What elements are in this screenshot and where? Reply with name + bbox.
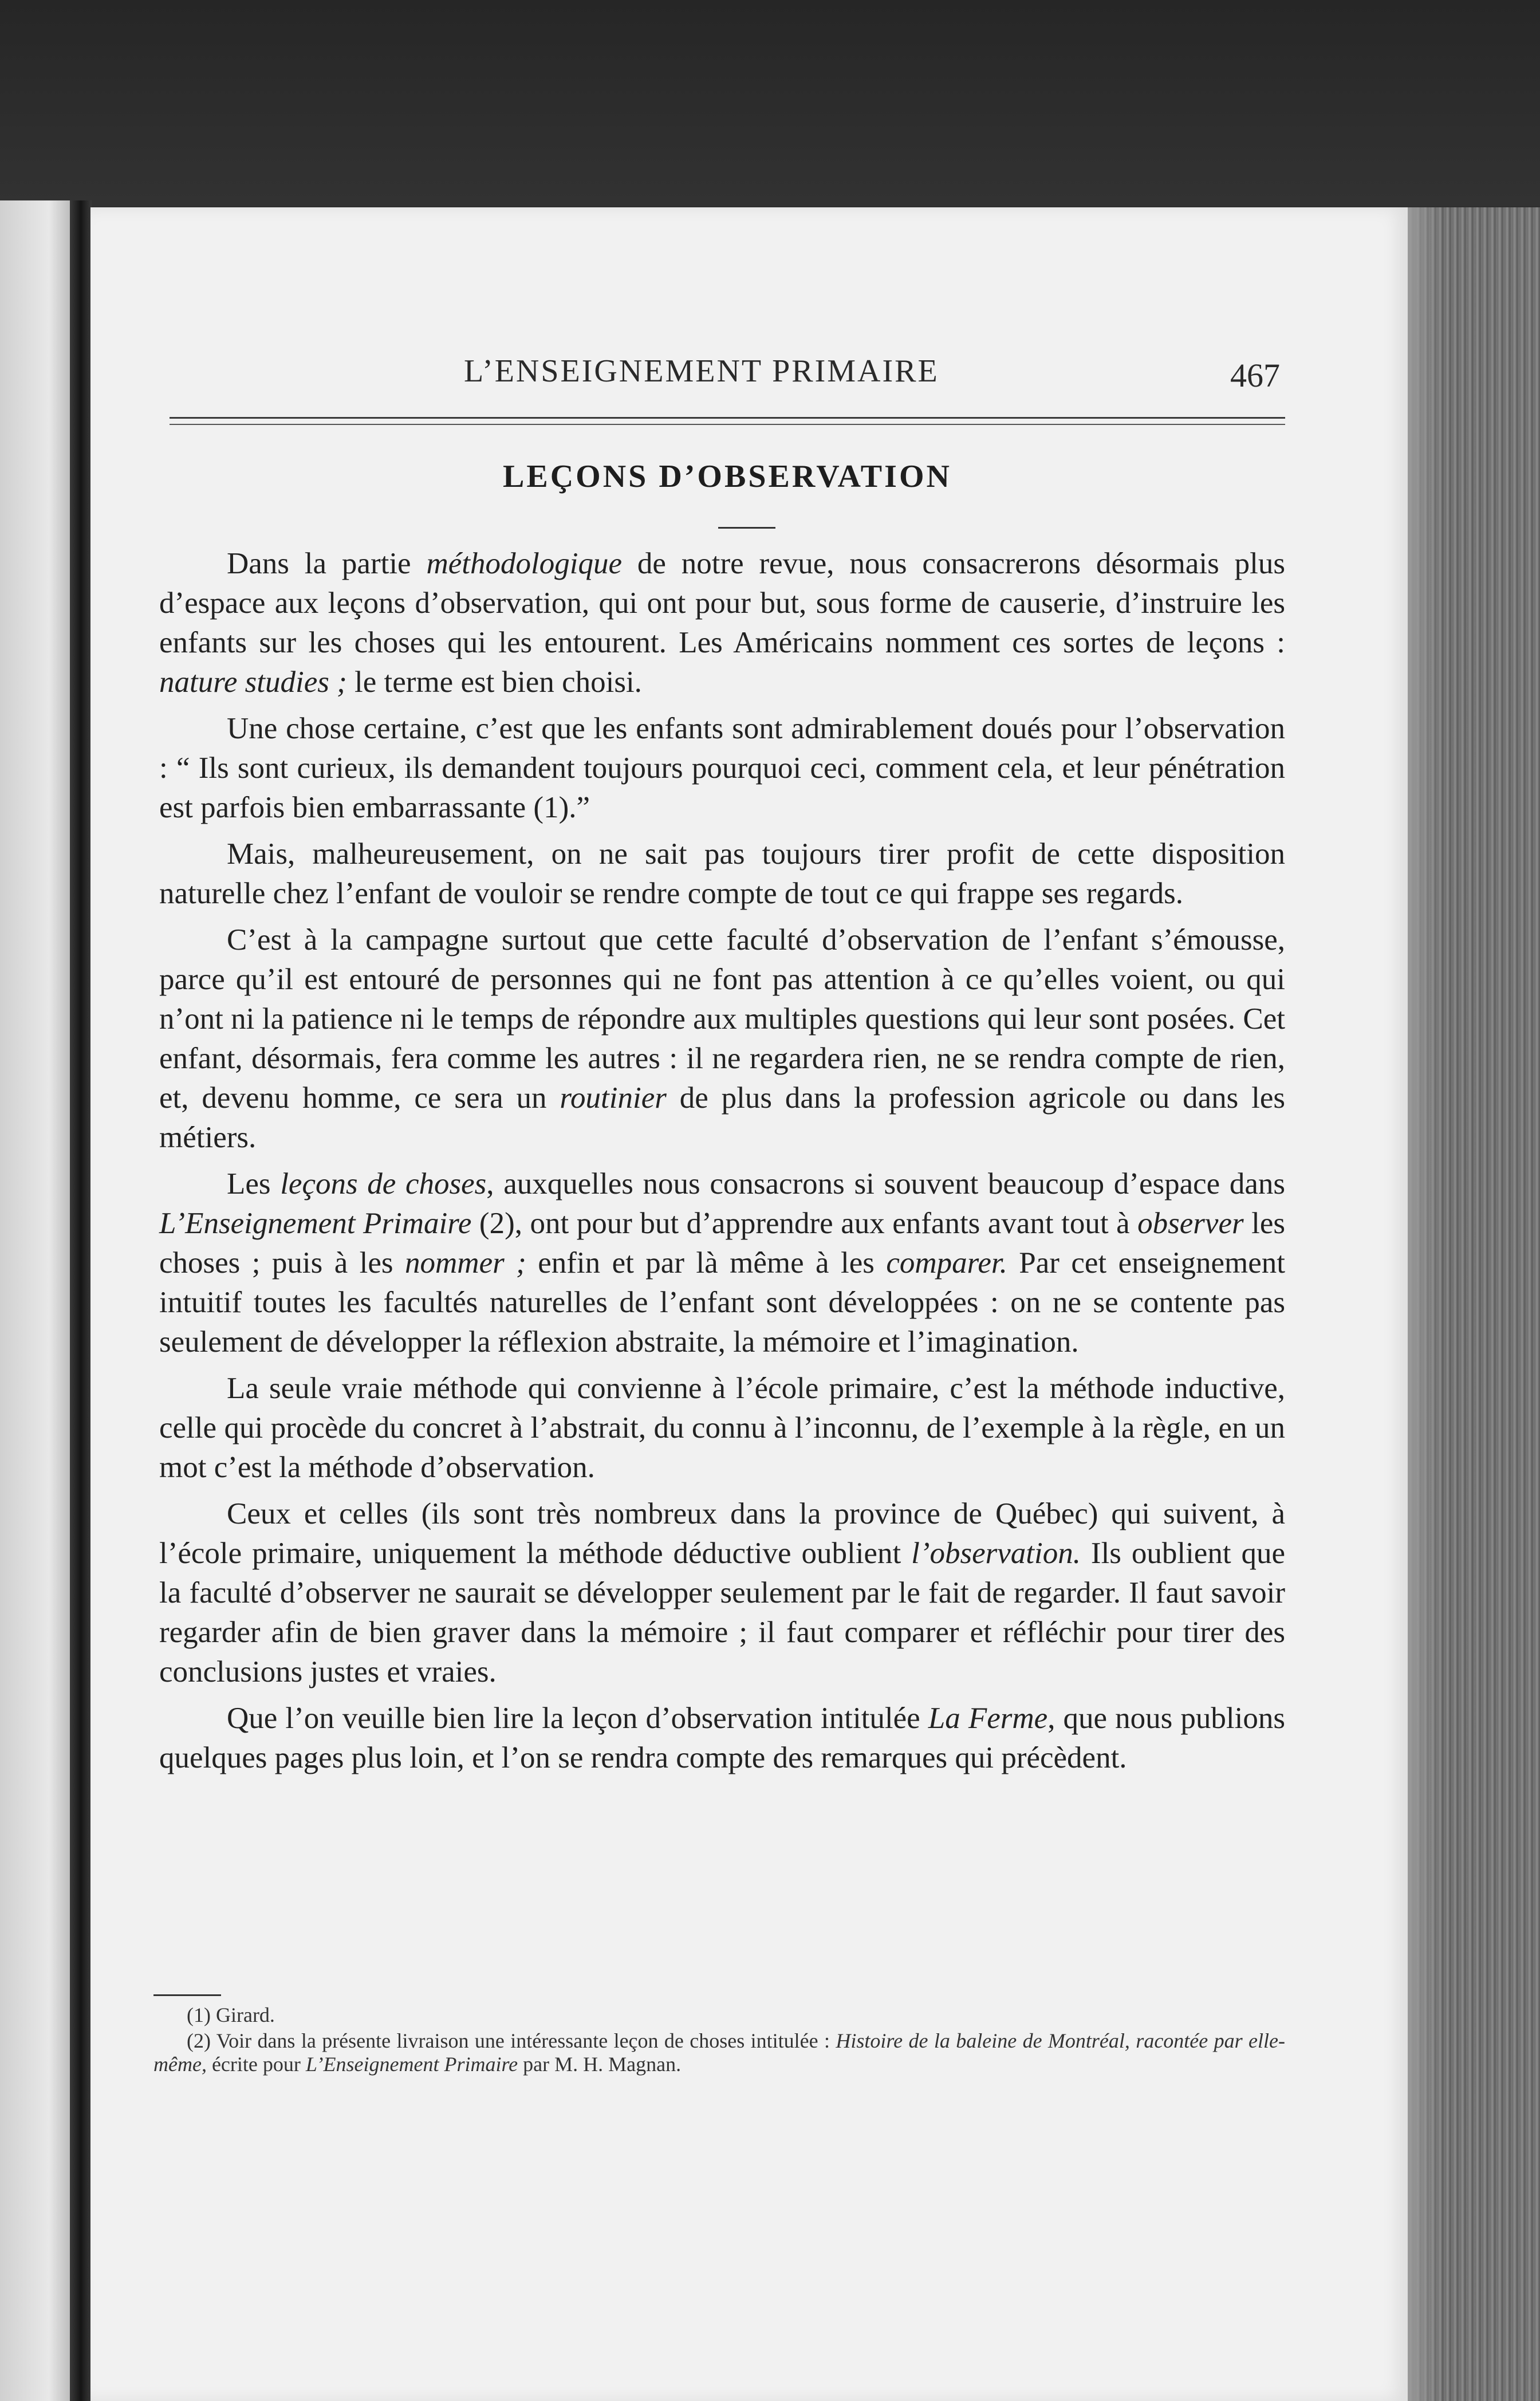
paragraph: [159, 1369, 1285, 1487]
text-run: les choses ; puis à les: [159, 1207, 1285, 1280]
text-run: par M. H. Magnan.: [518, 2053, 682, 2076]
facing-page-edge: [0, 200, 70, 2401]
paragraph: [159, 920, 1285, 1158]
paragraph: [159, 544, 1285, 702]
article-body: [159, 544, 1285, 1778]
text-run: , que nous publions quelques pages plus loin, et l’on se rendra compte des remarques qui précèdent.: [159, 1702, 1285, 1774]
italic-run: méthodologique: [426, 547, 622, 580]
title-underline: [718, 527, 775, 529]
paragraph: [159, 1494, 1285, 1692]
header-rule-thin: [170, 424, 1285, 425]
text-run: Mais, malheureusement, on ne sait pas toujours tirer profit de cette disposition naturelle chez l’enfant de vouloir se rendre compte de tout ce qui frappe ses regards.: [159, 837, 1285, 910]
text-run: (2), ont pour but d’apprendre aux enfants avant tout à: [471, 1207, 1138, 1240]
text-run: Ceux et celles (ils sont très nombreux dans la province de Québec) qui suivent, à l’école primaire, uniquement la méthode déductive oublient: [159, 1497, 1285, 1570]
italic-run: observer: [1137, 1207, 1244, 1240]
text-run: La seule vraie méthode qui convienne à l’école primaire, c’est la méthode inductive, celle qui procède du concret à l’abstrait, du connu à l’inconnu, de l’exemple à la règle, en un mot c’est la méthode d’observation.: [159, 1372, 1285, 1484]
text-run: Ils oublient que la faculté d’observer ne saurait se développer seulement par le fait de regarder. Il faut savoir regarder afin de bien graver dans la mémoire ; il faut comparer et réfléchir pour tirer des conclusions justes et vraies.: [159, 1537, 1285, 1688]
italic-run: nature studies ;: [159, 666, 347, 699]
text-run: de plus dans la profession agricole ou dans les métiers.: [159, 1081, 1285, 1154]
text-run: enfin et par là même à les: [526, 1246, 887, 1280]
italic-run: Histoire de la baleine de Montréal, racontée par elle-même,: [153, 2029, 1285, 2076]
text-run: Une chose certaine, c’est que les enfants sont admirablement doués pour l’observation : “ Ils sont curieux, ils demandent toujours pourquoi ceci, comment cela, et leur pénétration est parfois bien embarrassante (1).”: [159, 712, 1285, 824]
text-run: le terme est bien choisi.: [346, 666, 642, 699]
article-title: LEÇONS D’OBSERVATION: [503, 459, 952, 494]
italic-run: comparer.: [886, 1246, 1007, 1280]
text-run: Par cet enseignement intuitif toutes les facultés naturelles de l’enfant sont développées : on ne se contente pas seulement de développer la réflexion abstraite, la mémoire et l’imagination.: [159, 1246, 1285, 1359]
text-run: de notre revue, nous consacrerons désormais plus d’espace aux leçons d’observation, qui ont pour but, sous forme de causerie, d’instruire les enfants sur les choses qui les entourent. Les Américains nomment ces sortes de leçons :: [159, 547, 1286, 659]
page-number: 467: [1230, 357, 1280, 394]
italic-run: l’observation.: [911, 1537, 1081, 1570]
paragraph: [159, 1699, 1285, 1778]
scanner-backdrop: [0, 0, 1540, 206]
book-gutter: [70, 200, 92, 2401]
italic-run: nommer ;: [405, 1246, 526, 1280]
italic-run: L’Enseignement Primaire: [305, 2053, 518, 2076]
footnotes: [153, 2004, 1285, 2076]
text-run: écrite pour: [206, 2053, 306, 2076]
text-run: (2) Voir dans la présente livraison une intéressante leçon de choses intitulée :: [187, 2029, 836, 2052]
text-run: , auxquelles nous consacrons si souvent beaucoup d’espace dans: [486, 1167, 1285, 1200]
running-head: L’ENSEIGNEMENT PRIMAIRE: [464, 353, 939, 389]
text-run: C’est à la campagne surtout que cette faculté d’observation de l’enfant s’émousse, parce qu’il est entouré de personnes qui ne font pas attention à ce qu’elles voient, ou qui n’ont ni la patience ni le temps de répondre aux multiples questions qui leur sont posées. Cet enfant, désormais, fera comme les autres : il ne regardera rien, ne se rendra compte de rien, et, devenu homme, ce sera un: [159, 923, 1285, 1115]
italic-run: routinier: [560, 1081, 667, 1115]
italic-run: leçons de choses: [280, 1167, 487, 1200]
page-edge-shadow: [1408, 207, 1442, 2401]
header-rule-thick: [170, 417, 1285, 419]
footnote-2: [153, 2029, 1285, 2076]
text-run: Que l’on veuille bien lire la leçon d’observation intitulée: [227, 1702, 928, 1735]
text-run: Les: [227, 1167, 281, 1200]
italic-run: L’Enseignement Primaire: [159, 1207, 472, 1240]
footnote-separator: [153, 1994, 221, 1996]
paragraph: [159, 709, 1285, 828]
footnote-1: (1) Girard.: [187, 2004, 275, 2026]
paragraph: [159, 1164, 1285, 1362]
text-run: Dans la partie: [227, 547, 427, 580]
paragraph: [159, 835, 1285, 914]
italic-run: La Ferme: [928, 1702, 1048, 1735]
